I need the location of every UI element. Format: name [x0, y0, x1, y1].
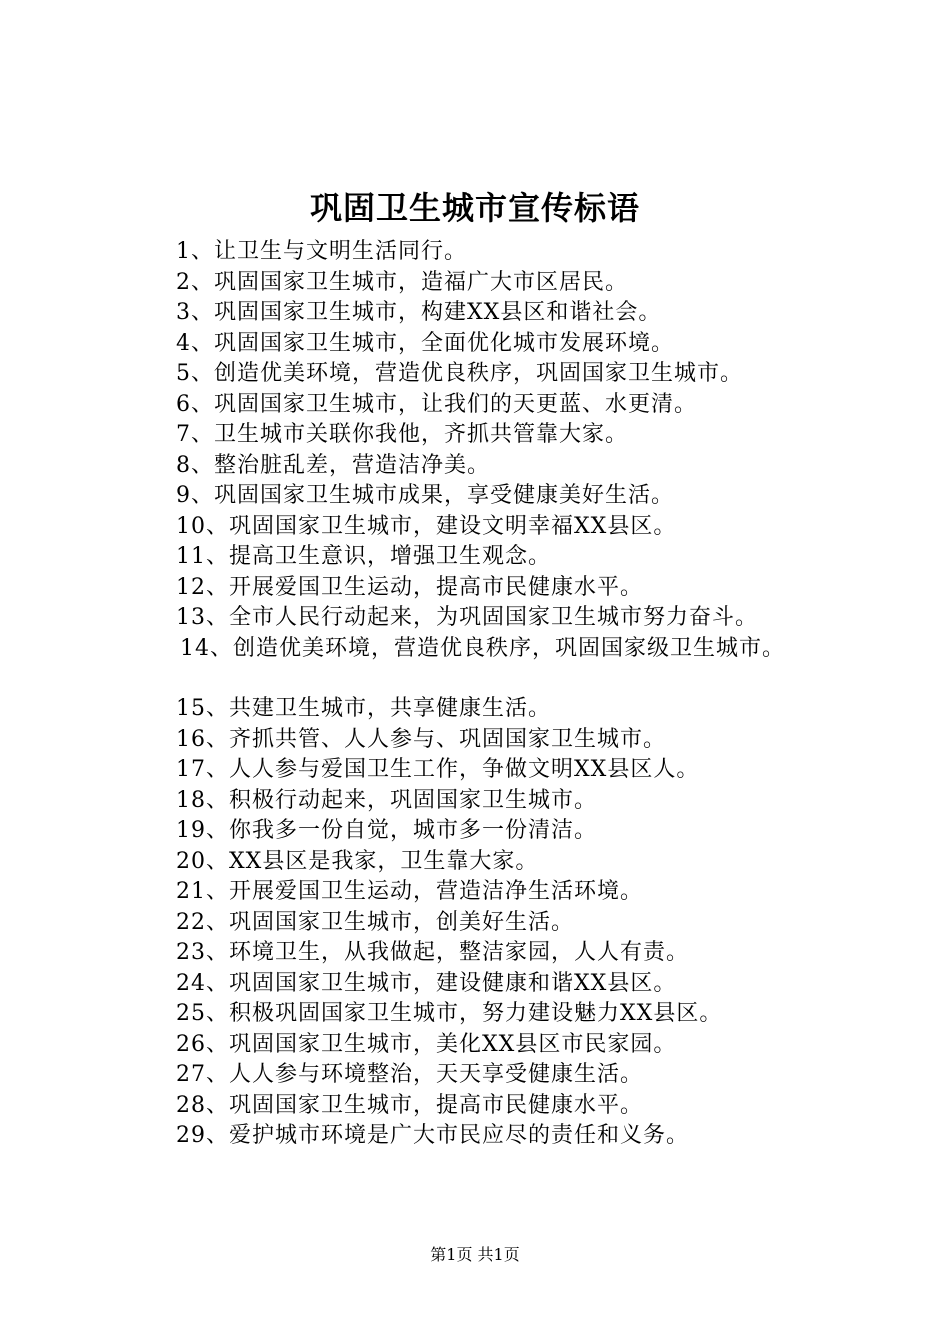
- list-item: 18、积极行动起来，巩固国家卫生城市。: [176, 787, 597, 813]
- list-item: 7、卫生城市关联你我他，齐抓共管靠大家。: [176, 422, 628, 447]
- list-item: 17、人人参与爱国卫生工作，争做文明XX县区人。: [176, 757, 700, 782]
- list-item: 4、巩固国家卫生城市，全面优化城市发展环境。: [176, 330, 674, 356]
- list-item: 9、巩固国家卫生城市成果，享受健康美好生活。: [176, 483, 674, 508]
- list-item: 8、整治脏乱差，营造洁净美。: [176, 452, 490, 478]
- page-footer: 第1页 共1页: [430, 1245, 520, 1264]
- list-item: 12、开展爱国卫生运动，提高市民健康水平。: [176, 574, 643, 600]
- list-item: 29、爱护城市环境是广大市民应尽的责任和义务。: [176, 1123, 689, 1148]
- page-title: 巩固卫生城市宣传标语: [309, 189, 640, 227]
- list-item: 22、巩固国家卫生城市，创美好生活。: [176, 909, 574, 935]
- list-item: 21、开展爱国卫生运动，营造洁净生活环境。: [176, 879, 643, 904]
- list-item: 19、你我多一份自觉，城市多一份清洁。: [176, 818, 597, 843]
- list-item: 26、巩固国家卫生城市，美化XX县区市民家园。: [176, 1031, 677, 1057]
- list-item: 27、人人参与环境整治，天天享受健康生活。: [176, 1062, 643, 1087]
- list-item: 24、巩固国家卫生城市，建设健康和谐XX县区。: [176, 970, 677, 996]
- list-item: 5、创造优美环境，营造优良秩序，巩固国家卫生城市。: [176, 361, 743, 386]
- list-item: 2、巩固国家卫生城市，造福广大市区居民。: [176, 269, 628, 295]
- slogan-list: [176, 237, 785, 1152]
- list-item: 23、环境卫生，从我做起，整洁家园，人人有责。: [176, 940, 689, 965]
- list-item: 15、共建卫生城市，共享健康生活。: [176, 696, 551, 721]
- list-item: 10、巩固国家卫生城市，建设文明幸福XX县区。: [176, 513, 677, 539]
- list-item: 11、提高卫生意识，增强卫生观念。: [176, 544, 551, 569]
- list-item: 13、全市人民行动起来，为巩固国家卫生城市努力奋斗。: [176, 605, 758, 630]
- list-item: 20、XX县区是我家，卫生靠大家。: [176, 848, 539, 874]
- list-item: 16、齐抓共管、人人参与、巩固国家卫生城市。: [176, 726, 666, 752]
- list-item: 14、创造优美环境，营造优良秩序，巩固国家级卫生城市。: [180, 635, 785, 661]
- list-item: 3、巩固国家卫生城市，构建XX县区和谐社会。: [176, 300, 662, 325]
- list-item: 28、巩固国家卫生城市，提高市民健康水平。: [176, 1092, 643, 1118]
- list-item: 1、让卫生与文明生活同行。: [176, 239, 467, 264]
- list-item: 25、积极巩固国家卫生城市，努力建设魅力XX县区。: [176, 1001, 723, 1026]
- list-item: 6、巩固国家卫生城市，让我们的天更蓝、水更清。: [176, 391, 697, 417]
